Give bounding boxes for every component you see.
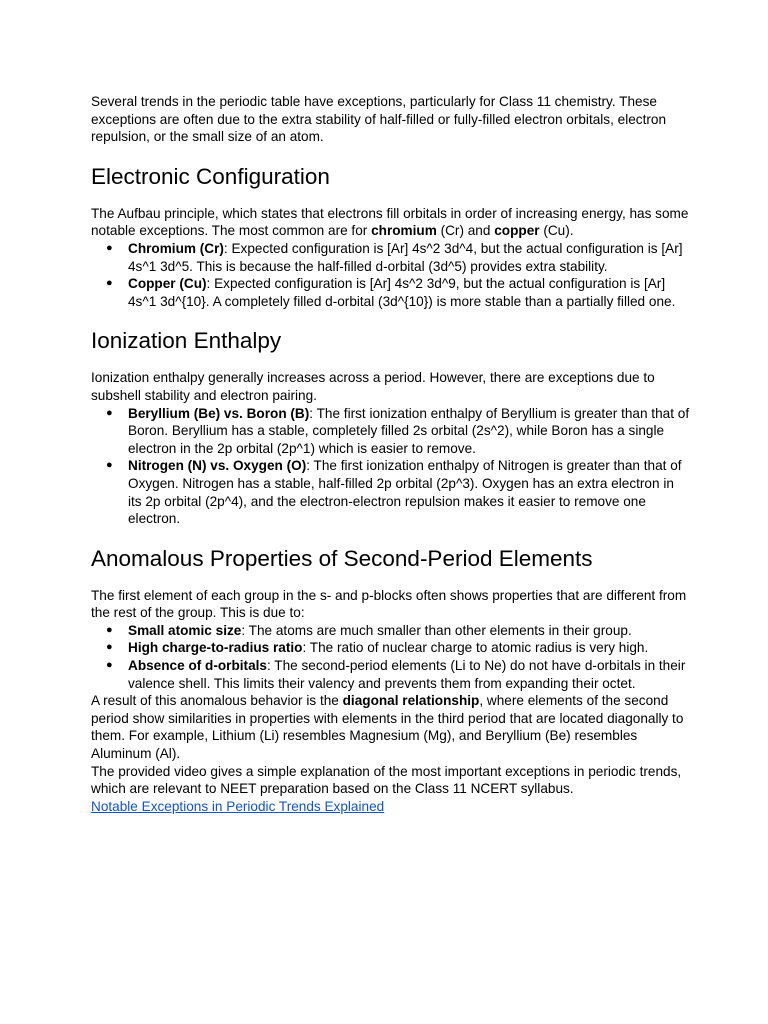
bullet-icon: ● [106, 623, 113, 636]
diagonal-relationship-paragraph: A result of this anomalous behavior is the diagonal relationship, where elements of the second period show similarities in properties with elements in the third period that are located diagonally to them. For example, Lithium (Li) resembles Magnesium (Mg), and Beryllium (Be) resembles Aluminum (Al). [91, 693, 684, 762]
intro-paragraph: Several trends in the periodic table have exceptions, particularly for Class 11 chemistry. These exceptions are often due to the extra stability of half-filled or fully-filled electron orbitals, electron repulsion, or the small size of an atom. [91, 94, 667, 145]
bullet-icon: ● [106, 459, 113, 472]
video-note-paragraph: The provided video gives a simple explanation of the most important exceptions in periodic trends, which are relevant to NEET preparation based on the Class 11 NCERT syllabus. [91, 763, 682, 797]
list-item: ● High charge-to-radius ratio: The ratio of nuclear charge to atomic radius is very high. [106, 640, 649, 656]
ionization-enthalpy-list [91, 405, 691, 528]
heading-anomalous-properties: Anomalous Properties of Second-Period Elements [91, 545, 593, 571]
list-item: ● Small atomic size: The atoms are much smaller than other elements in their group. [106, 622, 632, 638]
document-page [91, 93, 691, 815]
bullet-icon: ● [106, 641, 113, 654]
list-item: ● Absence of d-orbitals: The second-period elements (Li to Ne) do not have d-orbitals in their valence shell. This limits their valency and prevents them from expanding their octet. [106, 658, 686, 691]
electronic-configuration-list [91, 240, 691, 310]
electronic-configuration-paragraph: The Aufbau principle, which states that electrons fill orbitals in order of increasing energy, has some notable exceptions. The most common are for chromium (Cr) and copper (Cu). [91, 205, 689, 239]
list-item: ● Copper (Cu): Expected configuration is [Ar] 4s^2 3d^9, but the actual configuration is [Ar] 4s^1 3d^{10}. A completely filled d-orbital (3d^{10}) is more stable than a partially filled one. [106, 276, 676, 309]
list-item: ● Chromium (Cr): Expected configuration is [Ar] 4s^2 3d^4, but the actual configuration is [Ar] 4s^1 3d^5. This is because the half-filled d-orbital (3d^5) provides extra stability. [106, 240, 683, 274]
list-item: ● Beryllium (Be) vs. Boron (B): The first ionization enthalpy of Beryllium is greater than that of Boron. Beryllium has a stable, completely filled 2s orbital (2s^2), while Boron has a single electron in the 2p orbital (2p^1) which is easier to remove. [106, 405, 690, 456]
bullet-icon: ● [106, 406, 113, 419]
video-link[interactable]: Notable Exceptions in Periodic Trends Explained [91, 798, 385, 814]
heading-electronic-configuration: Electronic Configuration [91, 163, 330, 189]
ionization-enthalpy-paragraph: Ionization enthalpy generally increases across a period. However, there are exceptions due to subshell stability and electron pairing. [91, 370, 655, 403]
bullet-icon: ● [106, 241, 113, 254]
anomalous-properties-list [91, 622, 691, 692]
bullet-icon: ● [106, 277, 113, 290]
bullet-icon: ● [106, 659, 113, 672]
list-item: ● Nitrogen (N) vs. Oxygen (O): The first ionization enthalpy of Nitrogen is greater than that of Oxygen. Nitrogen has a stable, half-filled 2p orbital (2p^3). Oxygen has an extra electron in its 2p orbital (2p^4), and the electron-electron repulsion makes it easier to remove one electron. [106, 458, 682, 527]
link-paragraph [91, 798, 691, 816]
heading-ionization-enthalpy: Ionization Enthalpy [91, 328, 282, 354]
anomalous-properties-paragraph: The first element of each group in the s- and p-blocks often shows properties that are different from the rest of the group. This is due to: [91, 587, 687, 621]
